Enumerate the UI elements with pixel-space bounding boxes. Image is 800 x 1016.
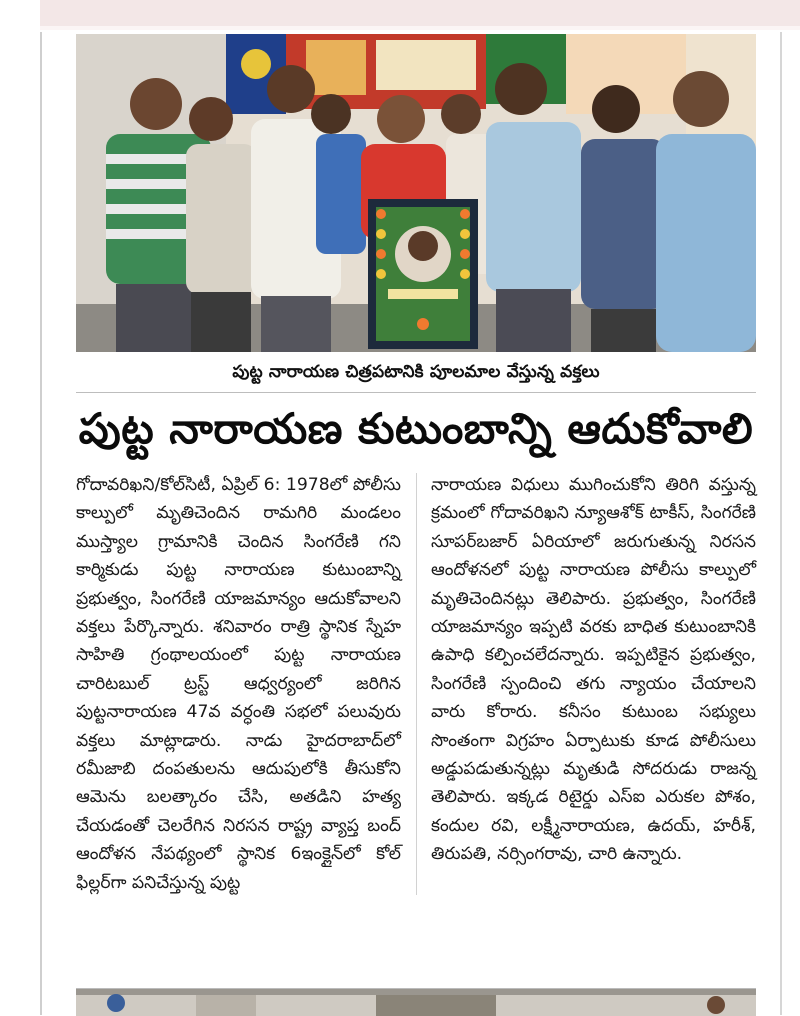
news-article	[76, 34, 756, 897]
photo-illustration	[76, 34, 756, 352]
article-headline: పుట్ట నారాయణ కుటుంబాన్ని ఆదుకోవాలి	[78, 404, 754, 453]
article-body	[76, 471, 756, 897]
caption-divider	[76, 392, 756, 393]
right-column-rule	[780, 32, 782, 1015]
previous-article-band	[40, 0, 800, 26]
next-article-photo	[76, 988, 756, 1016]
article-paragraph-2: నారాయణ విధులు ముగించుకోని తిరిగి వస్తున్న క్రమంలో గోదావరిఖని న్యూఆశోక్ టాకీస్, సింగరేణి సూపర్‌బజార్ ఏరియాలో జరుగుతున్న నిరసన ఆందోళనలో పుట్ట నారాయణ పోలీసు కాల్పులో మృతిచెందినట్లు తెలిపారు. ప్రభుత్వం, సింగరేణి యాజమాన్యం ఇప్పటి వరకు బాధిత కుటుంబానికి ఉపాధి కల్పించలేదన్నారు. ఇప్పటికైన ప్రభుత్వం, సింగరేణి స్పందించి తగు న్యాయం చేయాలని వారు కోరారు. కనీసం కుటుంబ సభ్యులు సొంతంగా విగ్రహం ఏర్పాటుకు కూడ పోలీసులు అడ్డుపడుతున్నట్లు మృతుడి సోదరుడు రాజన్న తెలిపారు. ఇక్కడ రిటైర్డు ఎస్ఐ ఎరుకల పోశం, కందుల రవి, లక్ష్మీనారాయణ, ఉదయ్, హరీశ్, తిరుపతి, నర్సింగరావు, చారి ఉన్నారు.	[431, 475, 756, 865]
article-paragraph-1: గోదావరిఖని/కోల్‌సిటీ, ఏప్రిల్ 6: 1978లో పోలీసు కాల్పులో మృతిచెందిన రామగిరి మండలం ముస్త్యాల గ్రామానికి చెందిన సింగరేణి గని కార్మికుడు పుట్ట నారాయణ కుటుంబాన్ని ప్రభుత్వం, సింగరేణి యాజమాన్యం ఆదుకోవాలని వక్తలు పేర్కొన్నారు. శనివారం రాత్రి స్థానిక స్నేహ సాహితి గ్రంథాలయంలో పుట్ట నారాయణ చారిటబుల్ ట్రస్ట్ ఆధ్వర్యంలో జరిగిన పుట్టనారాయణ 47వ వర్ధంతి సభలో పలువురు వక్తలు మాట్లాడారు. నాడు హైదరాబాద్‌లో రమీజాబి దంపతులను ఆదుపులోకి తీసుకోని ఆమెను బలత్కారం చేసి, అతడిని హత్య చేయడంతో చెలరేగిన నిరసన రాష్ట్ర వ్యాప్త బంద్ ఆందోళన నేపథ్యంలో స్థానిక 6ఇంక్లైన్‌లో కోల్ ఫిల్లర్‌గా పనిచేస్తున్న పుట్ట	[76, 475, 401, 893]
column-gutter	[416, 473, 417, 895]
next-photo-strip	[76, 989, 756, 1016]
band-edge	[40, 26, 800, 30]
article-column-1	[76, 471, 401, 897]
left-column-rule	[40, 32, 42, 1015]
photo-caption: పుట్ట నారాయణ చిత్రపటానికి పూలమాల వేస్తున్న వక్తలు	[232, 362, 600, 382]
article-column-2	[431, 471, 756, 897]
article-photo	[76, 34, 756, 352]
